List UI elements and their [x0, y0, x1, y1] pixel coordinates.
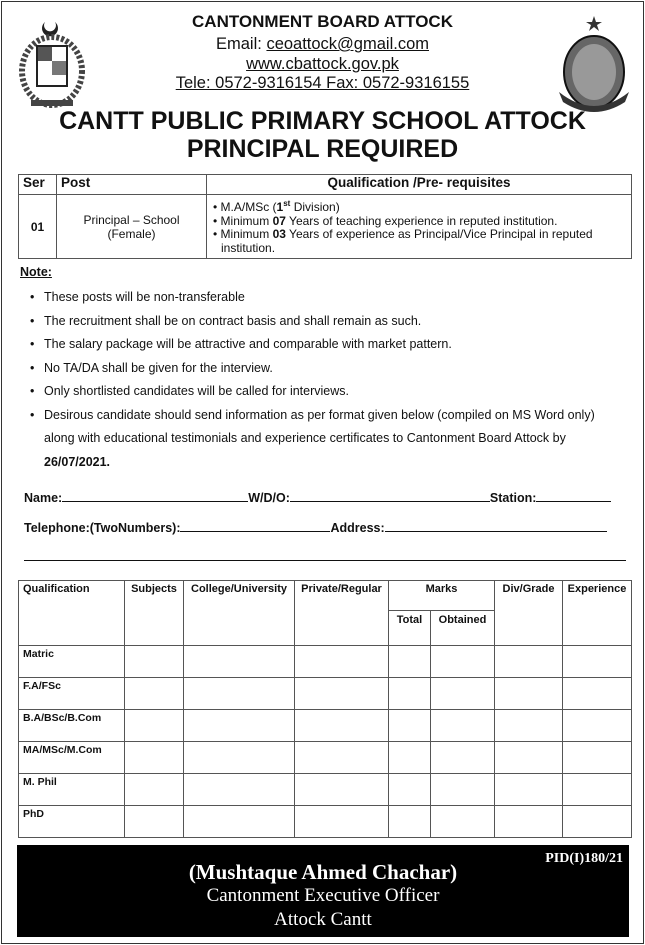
posts-table [18, 174, 632, 259]
grid-input-cell[interactable] [431, 710, 495, 742]
qualification-item: • Minimum 03 Years of experience as Principal/Vice Principal in reputed institution. [213, 227, 593, 255]
email-label: Email: [216, 35, 267, 53]
grid-input-cell[interactable] [295, 710, 389, 742]
note-list [30, 286, 630, 474]
email-link[interactable]: ceoattock@gmail.com [266, 35, 429, 53]
grid-input-cell[interactable] [295, 806, 389, 838]
post-gender: (Female) [107, 226, 156, 241]
note-item: • No TA/DA shall be given for the interview. [30, 357, 630, 381]
note-item: • Only shortlisted candidates will be called for interviews. [30, 380, 630, 404]
header-post: Post [57, 175, 207, 195]
table-row [19, 774, 632, 806]
grid-input-cell[interactable] [184, 646, 295, 678]
grid-header: Qualification [19, 581, 125, 646]
grid-input-cell[interactable] [495, 646, 563, 678]
grid-input-cell[interactable] [184, 742, 295, 774]
grid-input-cell[interactable] [563, 806, 632, 838]
deadline: 26/07/2021. [44, 454, 111, 469]
qualification-item: • Minimum 07 Years of teaching experience in reputed institution. [213, 213, 558, 228]
signature-block [17, 845, 629, 937]
grid-input-cell[interactable] [431, 774, 495, 806]
org-name: CANTONMENT BOARD ATTOCK [192, 12, 453, 31]
grid-input-cell[interactable] [563, 742, 632, 774]
website-link[interactable]: www.cbattock.gov.pk [246, 55, 399, 73]
grid-header: Marks [389, 581, 495, 611]
grid-input-cell[interactable] [495, 806, 563, 838]
grid-input-cell[interactable] [125, 742, 184, 774]
grid-input-cell[interactable] [431, 646, 495, 678]
grid-input-cell[interactable] [431, 678, 495, 710]
grid-input-cell[interactable] [295, 774, 389, 806]
note-item: • The salary package will be attractive and comparable with market pattern. [30, 333, 630, 357]
grid-input-cell[interactable] [184, 806, 295, 838]
grid-input-cell[interactable] [125, 646, 184, 678]
grid-input-cell[interactable] [563, 774, 632, 806]
name-field[interactable]: Name: W/D/O: Station: [24, 490, 611, 505]
post-title: Principal – School [83, 212, 180, 227]
email-line [0, 35, 645, 54]
grid-header: Subjects [125, 581, 184, 646]
note-heading: Note: [20, 265, 52, 279]
grid-header: College/University [184, 581, 295, 646]
grid-input-cell[interactable] [184, 678, 295, 710]
table-row [19, 646, 632, 678]
qualification-cell [207, 195, 632, 259]
table-row [19, 678, 632, 710]
grid-input-cell[interactable] [563, 710, 632, 742]
grid-input-cell[interactable] [431, 742, 495, 774]
grid-row-label: B.A/BSc/B.Com [19, 710, 125, 742]
grid-row-label: PhD [19, 806, 125, 838]
grid-input-cell[interactable] [184, 774, 295, 806]
header-ser: Ser [19, 175, 57, 195]
school-title: CANTT PUBLIC PRIMARY SCHOOL ATTOCK [59, 107, 586, 135]
phone-fax: Tele: 0572-9316154 Fax: 0572-9316155 [175, 74, 470, 92]
officer-place: Attock Cantt [274, 909, 372, 930]
grid-header: Div/Grade [495, 581, 563, 646]
grid-input-cell[interactable] [389, 742, 431, 774]
officer-designation: Cantonment Executive Officer [206, 885, 440, 906]
grid-input-cell[interactable] [495, 742, 563, 774]
grid-subheader-obtained: Obtained [431, 611, 495, 646]
pid-number: PID(I)180/21 [545, 851, 623, 866]
officer-name: (Mushtaque Ahmed Chachar) [188, 860, 458, 884]
note-item: • Desirous candidate should send information as per format given below (compiled on MS Word only) along with educational testimonials and experience certificates to Cantonment Board Attock by 26/07/2021. [30, 404, 630, 475]
grid-input-cell[interactable] [563, 646, 632, 678]
table-row [19, 806, 632, 838]
grid-input-cell[interactable] [389, 710, 431, 742]
grid-input-cell[interactable] [184, 710, 295, 742]
grid-input-cell[interactable] [389, 774, 431, 806]
ser-cell: 01 [19, 195, 57, 259]
grid-header: Private/Regular [295, 581, 389, 646]
grid-input-cell[interactable] [563, 678, 632, 710]
grid-input-cell[interactable] [431, 806, 495, 838]
grid-input-cell[interactable] [125, 710, 184, 742]
posts-header-row [19, 175, 632, 195]
grid-input-cell[interactable] [495, 710, 563, 742]
table-row [19, 195, 632, 259]
post-cell [57, 195, 207, 259]
note-item: • The recruitment shall be on contract basis and shall remain as such. [30, 310, 630, 334]
address-continuation-line[interactable] [24, 560, 626, 561]
grid-input-cell[interactable] [389, 678, 431, 710]
grid-input-cell[interactable] [295, 742, 389, 774]
grid-subheader-total: Total [389, 611, 431, 646]
grid-input-cell[interactable] [125, 678, 184, 710]
grid-input-cell[interactable] [295, 646, 389, 678]
grid-input-cell[interactable] [125, 774, 184, 806]
telephone-field[interactable]: Telephone:(TwoNumbers): Address: [24, 520, 607, 535]
table-row [19, 742, 632, 774]
grid-input-cell[interactable] [389, 646, 431, 678]
grid-row-label: F.A/FSc [19, 678, 125, 710]
header-qualification: Qualification /Pre- requisites [207, 175, 632, 195]
grid-input-cell[interactable] [495, 774, 563, 806]
qualification-grid [18, 580, 632, 838]
grid-row-label: Matric [19, 646, 125, 678]
grid-input-cell[interactable] [389, 806, 431, 838]
position-title: PRINCIPAL REQUIRED [186, 135, 459, 163]
table-row [19, 710, 632, 742]
grid-input-cell[interactable] [495, 678, 563, 710]
grid-header: Experience [563, 581, 632, 646]
qualification-item: • M.A/MSc (1st Division) [213, 199, 340, 214]
grid-input-cell[interactable] [125, 806, 184, 838]
grid-row-label: MA/MSc/M.Com [19, 742, 125, 774]
note-item: • These posts will be non-transferable [30, 286, 630, 310]
grid-row-label: M. Phil [19, 774, 125, 806]
grid-input-cell[interactable] [295, 678, 389, 710]
